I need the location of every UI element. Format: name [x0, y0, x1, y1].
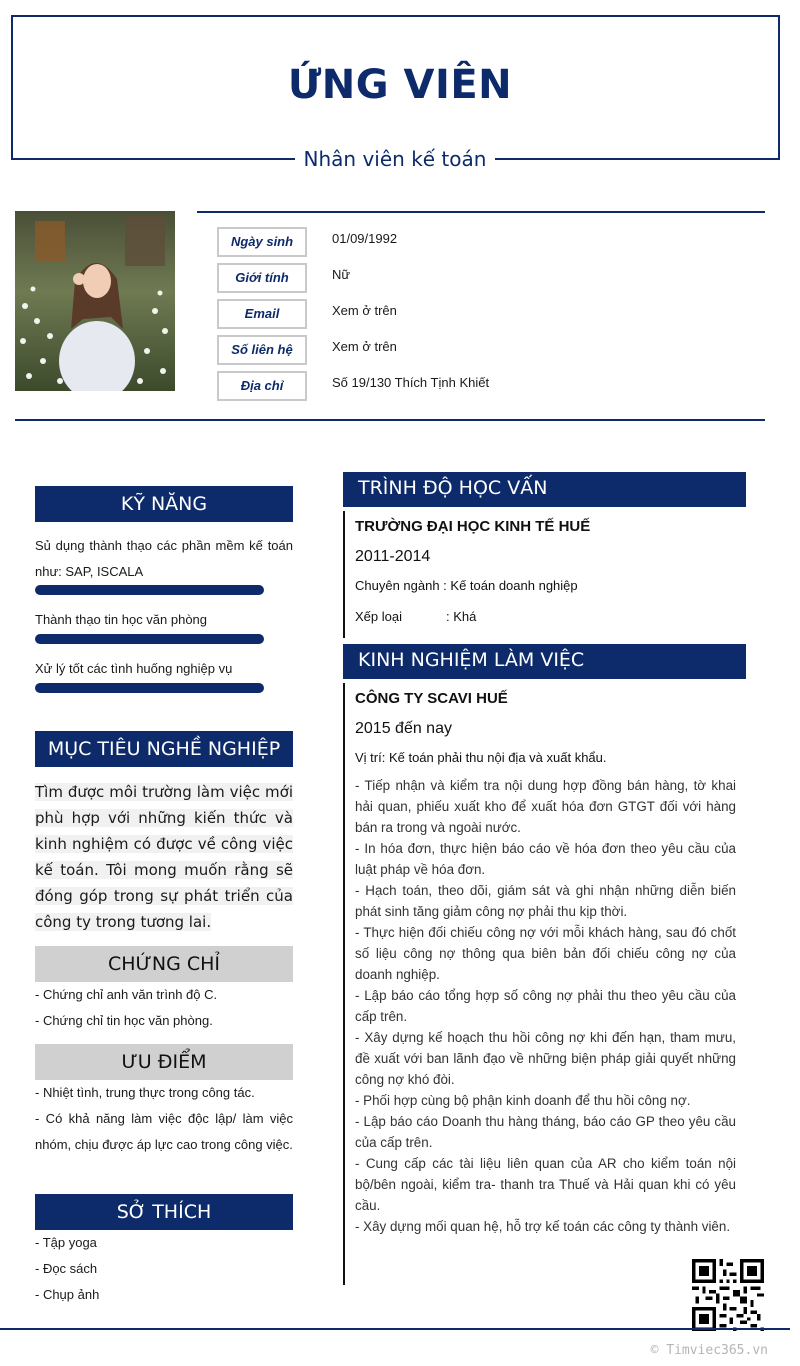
- education-heading: TRÌNH ĐỘ HỌC VẤN: [343, 472, 746, 507]
- duty-item: - Cung cấp các tài liệu liên quan của AR cho kiểm toán nội bộ/bên ngoài, kiểm tra- thanh tra Thuế và Hải quan khi có yêu cầu.: [355, 1156, 736, 1213]
- duty-item: - Phối hợp cùng bộ phận kinh doanh để thu hồi công nợ.: [355, 1093, 691, 1108]
- footer-watermark: © Timviec365.vn: [650, 1343, 768, 1358]
- skill-item: Xử lý tốt các tình huống nghiệp vụ: [35, 661, 233, 676]
- info-bottom-divider: [15, 419, 765, 421]
- subtitle-divider-left: [11, 158, 297, 160]
- certificate-item: - Chứng chỉ tin học văn phòng.: [35, 1013, 213, 1028]
- info-value: Xem ở trên: [332, 303, 397, 318]
- experience-role: Vị trí: Kế toán phải thu nội địa và xuất khẩu.: [355, 750, 607, 765]
- subtitle-divider-right: [492, 158, 780, 160]
- info-row-address: [217, 371, 717, 401]
- education-years: 2011-2014: [355, 548, 431, 565]
- company-name: CÔNG TY SCAVI HUẾ: [355, 690, 508, 707]
- duty-item: - Xây dựng kế hoạch thu hồi công nợ khi đến hạn, tham mưu, đề xuất với ban lãnh đạo về những biện pháp giải quyết những công nợ khó đòi.: [355, 1030, 736, 1087]
- info-value: Nữ: [332, 267, 351, 282]
- info-label: Ngày sinh: [217, 227, 307, 257]
- skill-level-bar: [35, 634, 264, 644]
- strength-item: - Có khả năng làm việc độc lập/ làm việc nhóm, chịu được áp lực cao trong công việc.: [35, 1111, 293, 1152]
- school-name: TRƯỜNG ĐẠI HỌC KINH TẾ HUẾ: [355, 518, 591, 535]
- duty-item: - Lập báo cáo tổng hợp số công nợ phải thu theo yêu cầu của cấp trên.: [355, 988, 736, 1024]
- education-rank-label: Xếp loại: [355, 609, 402, 624]
- career-goal-body: Tìm được môi trường làm việc mới phù hợp với những kiến thức và kinh nghiệm có được về công việc kế toán. Tôi mong muốn rằng sẽ đóng góp trong sự phát triển của công ty trong tương lai.: [35, 783, 293, 931]
- duties-list: [355, 775, 736, 1237]
- education-vertical-rule: [343, 511, 345, 638]
- career-goal-text: [35, 779, 293, 935]
- strength-item: - Nhiệt tình, trung thực trong công tác.: [35, 1085, 255, 1100]
- duty-item: - Lập báo cáo Doanh thu hàng tháng, báo cáo GP theo yêu cầu của cấp trên.: [355, 1114, 736, 1150]
- info-label: Email: [217, 299, 307, 329]
- education-major: Chuyên ngành : Kế toán doanh nghiệp: [355, 578, 578, 593]
- info-value: 01/09/1992: [332, 231, 398, 246]
- experience-period: 2015 đến nay: [355, 720, 452, 737]
- education-rank-value: : Khá: [446, 609, 477, 624]
- info-label: Địa chỉ: [217, 371, 307, 401]
- strengths-heading: ƯU ĐIỂM: [35, 1044, 293, 1080]
- info-top-divider: [197, 211, 765, 213]
- hobbies-heading: SỞ THÍCH: [35, 1194, 293, 1230]
- job-title: Nhân viên kế toán: [303, 147, 487, 171]
- certificates-heading: CHỨNG CHỈ: [35, 946, 293, 982]
- info-row-phone: [217, 335, 717, 365]
- skill-level-bar: [35, 683, 264, 693]
- duty-item: - Thực hiện đối chiếu công nợ với mỗi khách hàng, sau đó chốt số liệu công nợ thông qua biên bản đối chiếu công nợ của doanh nghiệp.: [355, 925, 736, 982]
- profile-photo: [15, 211, 175, 391]
- info-value: Xem ở trên: [332, 339, 397, 354]
- info-row-gender: [217, 263, 717, 293]
- duty-item: - Tiếp nhận và kiểm tra nội dung hợp đồng bán hàng, tờ khai hải quan, phiếu xuất kho để xuất hóa đơn GTGT đối với hàng bán ra trong và ngoài nước.: [355, 778, 736, 835]
- skills-heading: KỸ NĂNG: [35, 486, 293, 522]
- hobby-item: - Đọc sách: [35, 1261, 98, 1276]
- info-label: Số liên hệ: [217, 335, 307, 365]
- info-label: Giới tính: [217, 263, 307, 293]
- info-value: Số 19/130 Thích Tịnh Khiết: [332, 375, 490, 390]
- candidate-name: ỨNG VIÊN: [287, 62, 513, 108]
- info-row-birthdate: [217, 227, 717, 257]
- certificate-item: - Chứng chỉ anh văn trình độ C.: [35, 987, 218, 1002]
- experience-heading: KINH NGHIỆM LÀM VIỆC: [343, 644, 746, 679]
- experience-vertical-rule: [343, 683, 345, 1285]
- info-row-email: [217, 299, 717, 329]
- footer-divider: [0, 1328, 790, 1330]
- duty-item: - Xây dựng mối quan hệ, hỗ trợ kế toán các công ty thành viên.: [355, 1219, 731, 1234]
- profile-photo-image: [15, 211, 175, 391]
- duty-item: - Hạch toán, theo dõi, giám sát và ghi nhận những diễn biến phát sinh tăng giảm công nợ phải thu kịp thời.: [355, 883, 736, 919]
- skill-level-bar: [35, 585, 264, 595]
- skill-item: Thành thạo tin học văn phòng: [35, 612, 208, 627]
- duty-item: - In hóa đơn, thực hiện báo cáo về hóa đơn theo yêu cầu của luật pháp về hóa đơn.: [355, 841, 736, 877]
- hobby-item: - Tập yoga: [35, 1235, 97, 1250]
- skill-item: Sủ dụng thành thạo các phần mềm kế toán như: SAP, ISCALA: [35, 538, 293, 579]
- qr-code-icon: [692, 1259, 764, 1331]
- subtitle-container: [295, 144, 495, 172]
- career-goal-heading: MỤC TIÊU NGHỀ NGHIỆP: [35, 731, 293, 767]
- hobby-item: - Chụp ảnh: [35, 1287, 100, 1302]
